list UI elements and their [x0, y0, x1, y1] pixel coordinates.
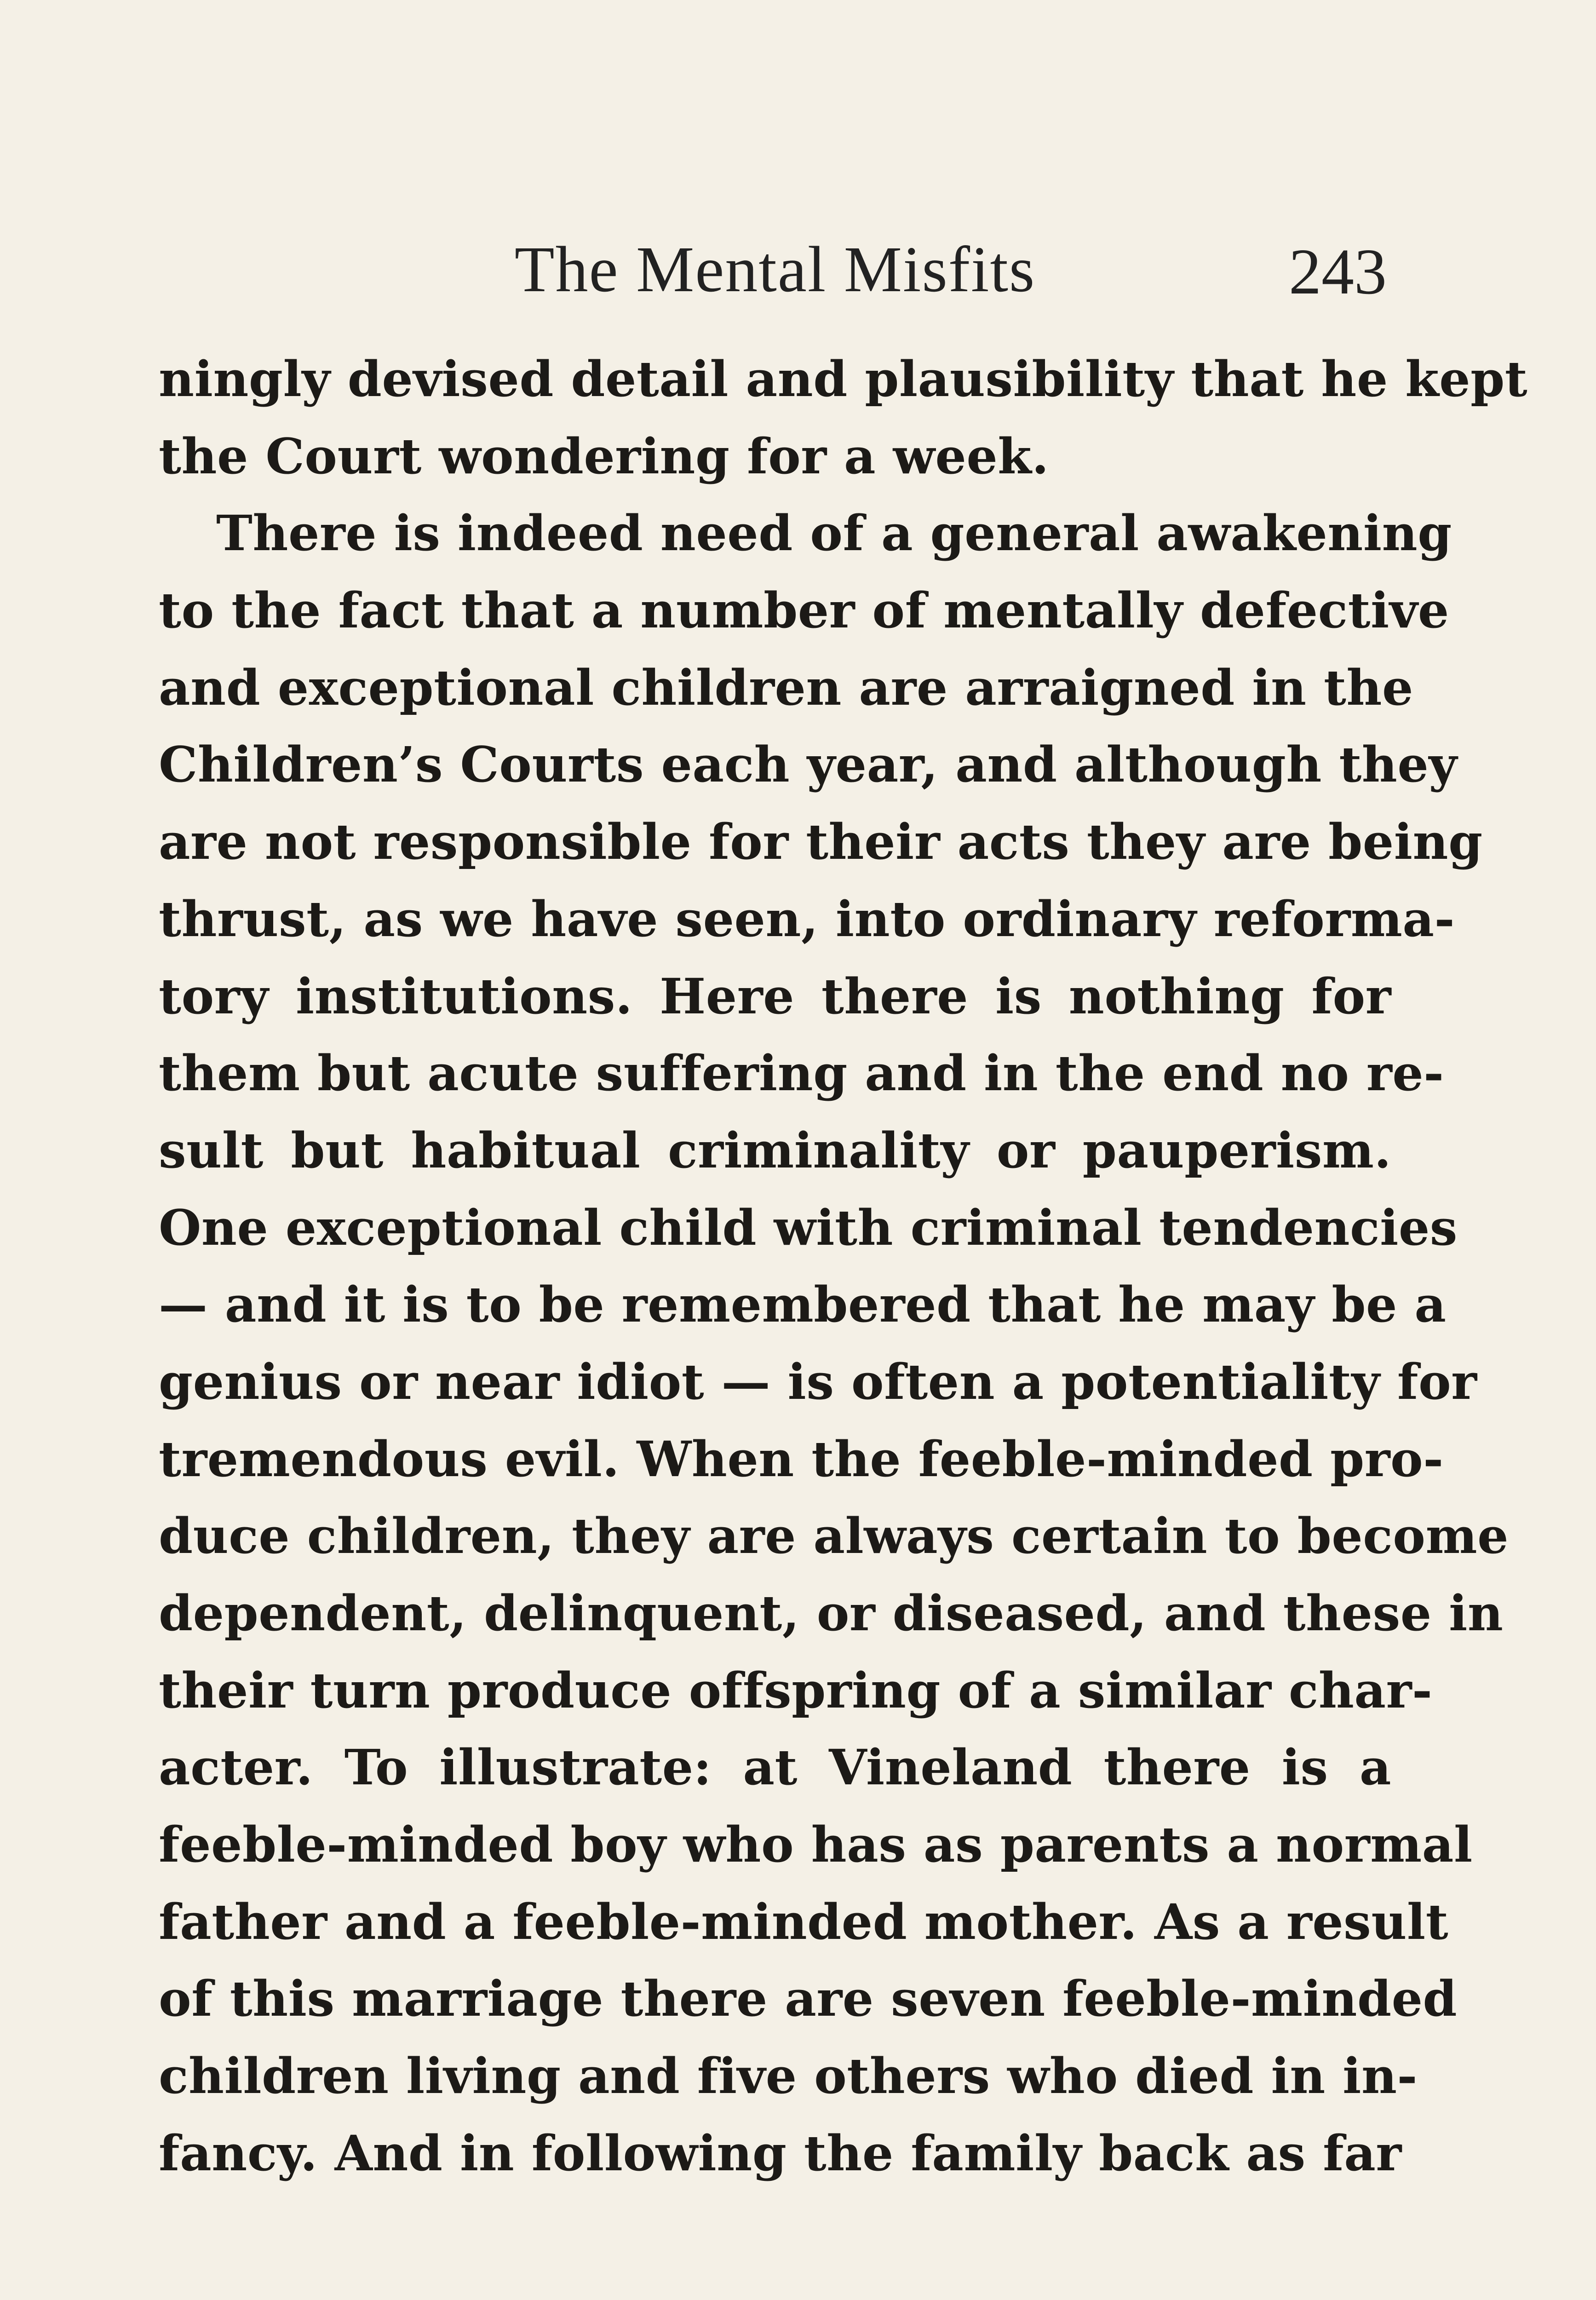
text-line: are not responsible for their acts they are being	[159, 813, 1483, 871]
text-line: to the fact that a number of mentally defective	[159, 581, 1449, 639]
text-line: duce children, they are always certain to become	[159, 1507, 1509, 1565]
text-line: acter. To illustrate: at Vineland there is a	[159, 1738, 1391, 1796]
text-line: tory institutions. Here there is nothing for	[159, 967, 1391, 1025]
text-line: There is indeed need of a general awakening	[216, 504, 1452, 562]
text-line: dependent, delinquent, or diseased, and these in	[159, 1584, 1504, 1642]
text-line: sult but habitual criminality or pauperism.	[159, 1121, 1391, 1179]
text-line: and exceptional children are arraigned in the	[159, 658, 1413, 716]
text-line: genius or near idiot — is often a potentiality for	[159, 1352, 1477, 1410]
text-line: feeble-minded boy who has as parents a normal	[159, 1816, 1473, 1874]
text-line: tremendous evil. When the feeble-minded pro-	[159, 1430, 1444, 1488]
text-line: children living and five others who died in in-	[159, 2047, 1418, 2105]
text-line: — and it is to be remembered that he may be a	[159, 1276, 1447, 1334]
running-head	[159, 232, 1391, 306]
body-text	[159, 340, 1528, 2192]
text-line: their turn produce offspring of a similar char-	[159, 1661, 1433, 1719]
text-line: father and a feeble-minded mother. As a result	[159, 1892, 1449, 1950]
text-line: Children’s Courts each year, and although they	[159, 736, 1458, 794]
text-line: of this marriage there are seven feeble-minded	[159, 1970, 1458, 2028]
page-number: 243	[1289, 235, 1387, 308]
text-line: fancy. And in following the family back as far	[159, 2124, 1402, 2182]
text-line: thrust, as we have seen, into ordinary reforma-	[159, 890, 1455, 948]
text-line: One exceptional child with criminal tendencies	[159, 1198, 1458, 1256]
text-line: them but acute suffering and in the end no re-	[159, 1044, 1444, 1102]
text-line: ningly devised detail and plausibility that he kept	[159, 350, 1528, 408]
text-line: the Court wondering for a week.	[159, 427, 1049, 485]
running-head-title: The Mental Misfits	[514, 233, 1036, 305]
